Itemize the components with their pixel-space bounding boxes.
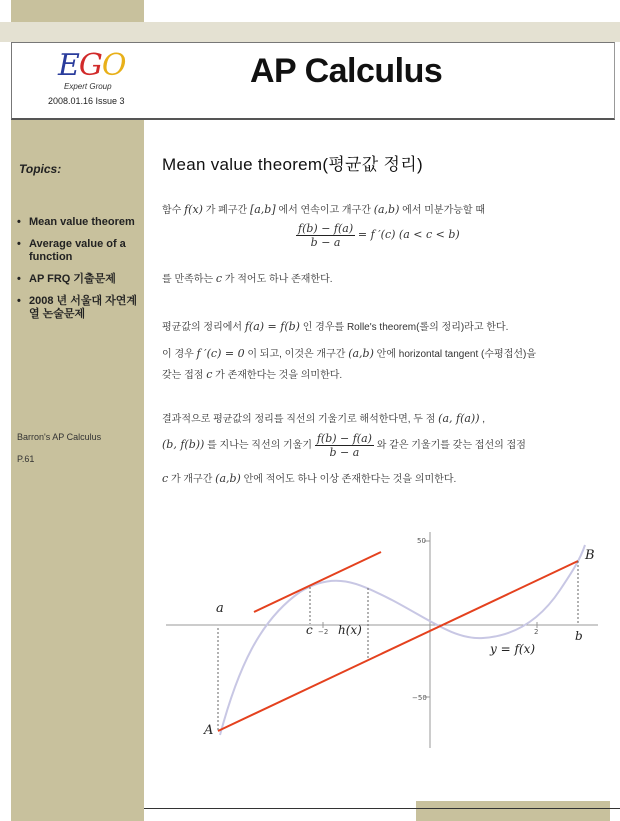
tick-label-y: 50 xyxy=(417,537,426,545)
numerator: f(b) − f(a) xyxy=(316,432,372,445)
logo-letter-e: E xyxy=(58,48,79,83)
paragraph-6 xyxy=(162,410,485,425)
label-point-b: B xyxy=(585,548,595,563)
topic-item[interactable]: • 2008 년 서울대 자연계열 논술문제 xyxy=(17,295,139,321)
text: 인 경우를 Rolle's theorem(롤의 정리)라고 한다. xyxy=(299,322,509,333)
label-b: b xyxy=(575,629,583,643)
label-hx: h(x) xyxy=(338,623,362,637)
topic-item[interactable]: • Mean value theorem xyxy=(17,216,139,229)
section-title: Mean value theorem(평균값 정리) xyxy=(162,155,423,174)
logo-subtitle: Expert Group xyxy=(64,82,112,91)
math: f(a) = f(b) xyxy=(244,320,300,333)
numerator: f(b) − f(a) xyxy=(298,222,354,235)
tick-label-y: −50 xyxy=(412,694,427,702)
banner-strip xyxy=(0,22,620,42)
label-c: c xyxy=(306,623,313,637)
paragraph-8 xyxy=(162,470,456,485)
text: 안에 horizontal tangent (수평접선)을 xyxy=(373,349,537,360)
text: 에서 연속이고 개구간 xyxy=(275,205,374,216)
text: 가 존재한다는 것을 의미한다. xyxy=(212,370,343,381)
topic-item[interactable]: • AP FRQ 기출문제 xyxy=(17,273,139,286)
top-band xyxy=(144,0,620,22)
fraction xyxy=(296,222,355,249)
text: 안에 적어도 하나 이상 존재한다는 것을 의미한다. xyxy=(240,474,457,485)
math: f(x) xyxy=(184,203,203,216)
text: 가 폐구간 xyxy=(202,205,250,216)
text: , xyxy=(479,414,486,425)
math: c xyxy=(215,272,223,285)
topic-item[interactable]: • Average value of a function xyxy=(17,238,139,264)
paragraph-5 xyxy=(162,366,342,381)
text: 가 적어도 하나 존재한다. xyxy=(222,274,333,285)
paragraph-3 xyxy=(162,318,508,333)
tick-label-x: −2 xyxy=(318,628,329,636)
text: 에서 미분가능할 때 xyxy=(399,205,486,216)
math: f ′(c) = 0 xyxy=(196,347,245,360)
paragraph-4 xyxy=(162,345,536,360)
math: (a,b) xyxy=(373,203,400,216)
issue-date: 2008.01.16 Issue 3 xyxy=(48,96,125,106)
math: = f ′(c) (a < c < b) xyxy=(357,228,460,242)
topics-heading: Topics: xyxy=(19,162,62,176)
text: 를 만족하는 xyxy=(162,274,216,285)
mvt-graph xyxy=(160,526,600,756)
label-a: a xyxy=(216,601,224,616)
math: (a,b) xyxy=(348,347,374,360)
math: (a, f(a)) xyxy=(438,412,480,425)
text: 를 지나는 직선의 기울기 xyxy=(204,440,315,452)
reference-book: Barron's AP Calculus xyxy=(17,432,102,442)
paragraph-1 xyxy=(162,201,485,216)
logo-letter-o: O xyxy=(101,48,126,83)
text: 이 경우 xyxy=(162,349,197,360)
ego-logo xyxy=(58,48,142,82)
text: 가 개구간 xyxy=(168,474,216,485)
mvt-formula xyxy=(296,222,460,249)
text: 이 되고, 이것은 개구간 xyxy=(244,349,349,360)
paragraph-7 xyxy=(162,432,526,459)
text: 와 같은 기울기를 갖는 접선의 접점 xyxy=(373,440,526,452)
math: (b, f(b)) xyxy=(162,438,205,452)
text: 평균값의 정리에서 xyxy=(162,322,245,333)
text: 갖는 접점 xyxy=(162,370,207,381)
fraction xyxy=(315,432,374,459)
math: [a,b] xyxy=(249,203,276,216)
sidebar-panel xyxy=(11,0,144,821)
math: (a,b) xyxy=(215,472,241,485)
math: c xyxy=(206,368,213,381)
footer-bar xyxy=(416,801,610,821)
page-title: AP Calculus xyxy=(250,52,443,90)
topics-list xyxy=(17,216,139,330)
denominator: b − a xyxy=(310,236,341,249)
denominator: b − a xyxy=(329,446,360,459)
reference-page: P.61 xyxy=(17,454,35,464)
logo-letter-g: G xyxy=(78,48,102,83)
text: 함수 xyxy=(162,205,185,216)
label-point-a: A xyxy=(204,723,214,738)
label-fx: y = f(x) xyxy=(490,642,536,656)
paragraph-2 xyxy=(162,270,333,285)
tangent-line xyxy=(254,552,381,612)
tick-label-x: 2 xyxy=(534,628,539,636)
math: c xyxy=(162,472,169,485)
function-curve xyxy=(220,545,585,735)
text: 결과적으로 평균값의 정리를 직선의 기울기로 해석한다면, 두 점 xyxy=(162,414,439,425)
footer-line xyxy=(144,808,620,809)
